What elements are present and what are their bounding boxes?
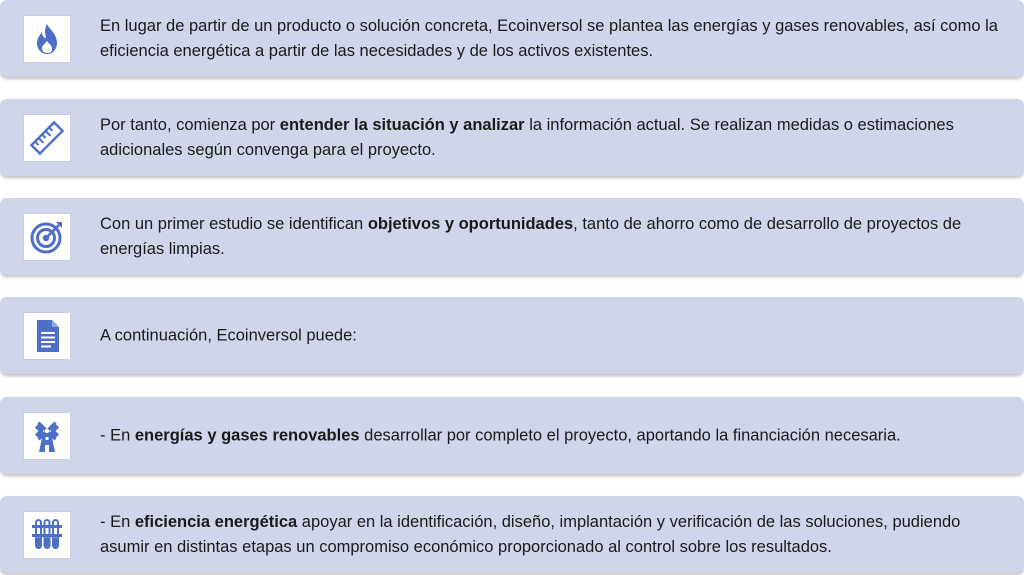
card-text-emphasis: eficiencia energética (134, 512, 298, 531)
windmill-icon (23, 412, 71, 460)
card-text-run: A continuación, Ecoinversol puede: (100, 326, 357, 344)
card-text-run: - En (100, 426, 135, 444)
card-text-run: Con un primer estudio se identifican (100, 214, 368, 233)
ruler-icon (23, 114, 71, 162)
info-card-3 (0, 198, 1024, 275)
card-text (100, 323, 1002, 348)
flame-icon (23, 15, 71, 63)
card-text-run: Por tanto, comienza por (100, 115, 280, 134)
card-text (100, 113, 1002, 163)
card-text-run: , tanto de ahorro como de desarrollo de proyectos de energías limpias. (100, 214, 962, 258)
test-tubes-icon (23, 511, 71, 559)
card-text-emphasis: entender la situación y analizar (279, 115, 525, 134)
card-text-run: - En (100, 512, 135, 531)
card-text-run: desarrollar por completo el proyecto, aportando la financiación necesaria. (359, 426, 901, 444)
card-text-emphasis: objetivos y oportunidades (367, 214, 574, 233)
info-card-1 (0, 0, 1024, 77)
card-text (100, 14, 1002, 64)
card-text-run: la información actual. Se realizan medidas o estimaciones adicionales según convenga para el proyecto. (100, 115, 954, 159)
card-text-run: apoyar en la identificación, diseño, implantación y verificación de las soluciones, pudiendo asumir en distintas etapas un compromiso económico proporcionado al control sobre los resultados. (100, 512, 961, 556)
card-text-emphasis: energías y gases renovables (134, 426, 360, 444)
document-icon (23, 312, 71, 360)
card-text (100, 212, 1002, 262)
info-card-6 (0, 496, 1024, 573)
info-card-4 (0, 297, 1024, 374)
card-text (100, 510, 1002, 560)
info-card-5 (0, 397, 1024, 474)
info-card-2 (0, 99, 1024, 176)
card-text-run: En lugar de partir de un producto o solución concreta, Ecoinversol se plantea las energías y gases renovables, así como la eficiencia energética a partir de las necesidades y de los activos existentes. (100, 16, 998, 60)
target-icon (23, 213, 71, 261)
card-text (100, 423, 1002, 448)
